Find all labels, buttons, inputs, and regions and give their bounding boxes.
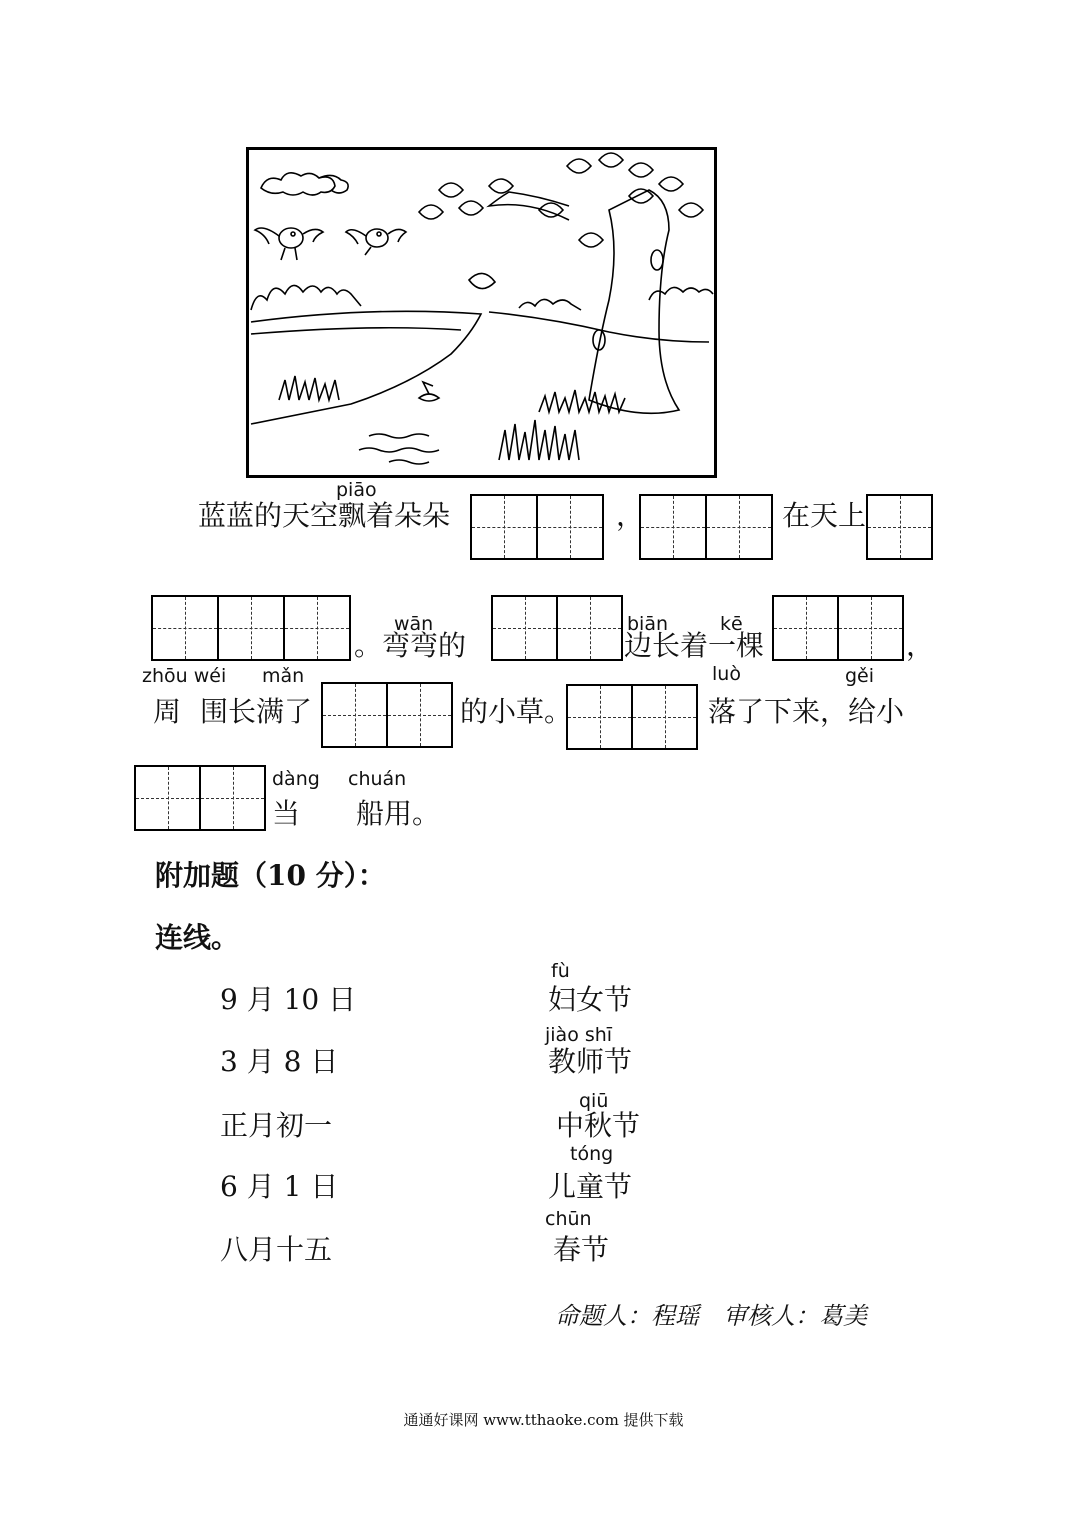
match-right-item[interactable]: 中秋节 <box>556 1109 641 1142</box>
scene-illustration <box>246 147 717 478</box>
pinyin-piao: piāo <box>336 479 377 501</box>
match-right-item[interactable]: 儿童节 <box>548 1170 633 1203</box>
story-text-line1a: 蓝蓝的天空飘着朵朵 <box>198 499 451 532</box>
pinyin-fu: fù <box>551 960 570 982</box>
story-text-line3a: 围长满了 <box>200 695 313 728</box>
writing-box-4char[interactable] <box>491 595 623 661</box>
match-right-item[interactable]: 妇女节 <box>548 983 633 1016</box>
story-text-line2a: 。弯弯的 <box>354 629 467 662</box>
story-text-dang: 当 <box>272 797 301 830</box>
footer-source: 通通好课网 www.tthaoke.com 提供下载 <box>403 1411 684 1429</box>
comma-mark: ， <box>906 629 935 662</box>
writing-box-4char[interactable] <box>639 494 773 560</box>
writing-box-4char[interactable] <box>566 684 698 750</box>
pinyin-wan: wān <box>394 613 434 635</box>
pinyin-chun: chūn <box>545 1208 592 1230</box>
pinyin-gei: gěi <box>845 665 875 687</box>
match-left-item[interactable]: 9 月 10 日 <box>220 983 357 1016</box>
writing-box-6char[interactable] <box>151 595 351 661</box>
comma-mark: ， <box>616 499 645 532</box>
match-left-item[interactable]: 正月初一 <box>220 1109 333 1142</box>
story-text-line3b: 的小草。 <box>460 695 573 728</box>
pinyin-qiu: qiū <box>579 1090 609 1112</box>
writing-box-4char[interactable] <box>134 765 266 831</box>
pinyin-tong: tóng <box>570 1143 614 1165</box>
story-text-zhou: 周 <box>153 695 182 728</box>
match-right-item[interactable]: 春节 <box>553 1233 610 1266</box>
bird-right-drawing <box>346 229 406 255</box>
match-right-item[interactable]: 教师节 <box>548 1045 633 1078</box>
story-text-line2b: 边长着一棵 <box>624 629 765 662</box>
extra-instruction: 连线。 <box>155 921 240 954</box>
match-left-item[interactable]: 6 月 1 日 <box>220 1170 339 1203</box>
writing-box-4char[interactable] <box>321 682 453 748</box>
pinyin-ke: kē <box>720 613 743 635</box>
writing-box-4char[interactable] <box>470 494 604 560</box>
match-left-item[interactable]: 3 月 8 日 <box>220 1045 339 1078</box>
pinyin-jiaoshi: jiào shī <box>545 1024 613 1046</box>
pinyin-chuan: chuán <box>348 768 407 790</box>
story-text-line1b: 在天上 <box>782 499 867 532</box>
writing-box-2char[interactable] <box>866 494 933 560</box>
credits: 命题人：程瑶 审核人：葛美 <box>555 1302 867 1330</box>
pinyin-bian: biān <box>627 613 669 635</box>
writing-box-4char[interactable] <box>772 595 904 661</box>
pinyin-luo: luò <box>712 663 741 685</box>
pinyin-man: mǎn <box>262 665 305 687</box>
extra-title: 附加题（10 分）： <box>155 859 386 892</box>
pinyin-dang: dàng <box>272 768 320 790</box>
bird-left-drawing <box>255 228 323 260</box>
story-text-chuan: 船用。 <box>356 797 441 830</box>
match-left-item[interactable]: 八月十五 <box>220 1233 333 1266</box>
story-text-line3c: 落了下来，给小 <box>708 695 905 728</box>
tree-river-scene-drawing <box>249 150 714 475</box>
pinyin-zhouwei: zhōu wéi <box>142 665 227 687</box>
